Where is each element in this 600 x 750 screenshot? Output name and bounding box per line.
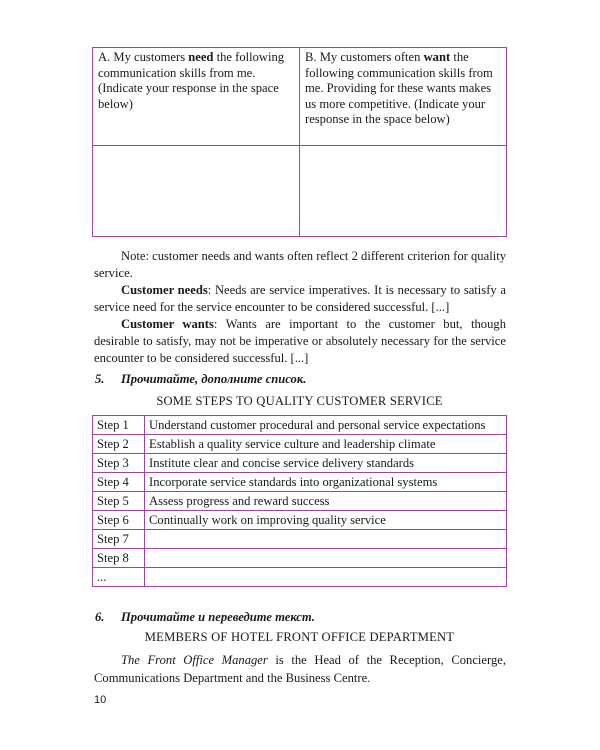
step-label: Step 4 bbox=[93, 473, 145, 492]
step-description: Institute clear and concise service delivery standards bbox=[145, 454, 507, 473]
step-description[interactable] bbox=[145, 530, 507, 549]
customer-wants-paragraph: Customer wants: Wants are important to the customer but, though desirable to satisfy, may not be imperative or absolutely necessary for the service encounter to be considered successful. [...] bbox=[94, 317, 506, 365]
needs-answer-cell[interactable] bbox=[93, 146, 300, 237]
notes-section bbox=[94, 248, 506, 367]
step-description: Understand customer procedural and personal service expectations bbox=[145, 416, 507, 435]
step-row bbox=[93, 416, 507, 435]
step-description: Establish a quality service culture and leadership climate bbox=[145, 435, 507, 454]
step-label: Step 7 bbox=[93, 530, 145, 549]
step-row bbox=[93, 473, 507, 492]
customer-needs-paragraph: Customer needs: Needs are service imperatives. It is necessary to satisfy a service need for the service encounter to be considered successful. [...] bbox=[94, 283, 506, 314]
needs-column-header: A. My customers need the following communication skills from me. (Indicate your response in the space below) bbox=[93, 48, 300, 146]
step-row bbox=[93, 492, 507, 511]
page-number: 10 bbox=[94, 694, 107, 706]
step-label: Step 6 bbox=[93, 511, 145, 530]
wants-answer-cell[interactable] bbox=[300, 146, 507, 237]
step-label: Step 8 bbox=[93, 549, 145, 568]
step-row bbox=[93, 435, 507, 454]
task-5-instruction: 5. Прочитайте, дополните список. bbox=[95, 372, 307, 386]
step-description: Assess progress and reward success bbox=[145, 492, 507, 511]
wants-column-header: B. My customers often want the following communication skills from me. Providing for these wants makes us more competitive. (Indicate your response in the space below) bbox=[300, 48, 507, 146]
steps-heading: SOME STEPS TO QUALITY CUSTOMER SERVICE bbox=[156, 394, 443, 408]
step-label: Step 2 bbox=[93, 435, 145, 454]
front-office-paragraph: The Front Office Manager is the Head of the Reception, Concierge, Communications Department and the Business Centre. bbox=[94, 653, 507, 685]
task-6-instruction: 6. Прочитайте и переведите текст. bbox=[95, 610, 315, 624]
step-row bbox=[93, 568, 507, 587]
note-paragraph: Note: customer needs and wants often reflect 2 different criterion for quality service. bbox=[94, 249, 506, 280]
step-label: Step 1 bbox=[93, 416, 145, 435]
step-label: Step 5 bbox=[93, 492, 145, 511]
step-row bbox=[93, 549, 507, 568]
step-label: Step 3 bbox=[93, 454, 145, 473]
step-description: Continually work on improving quality service bbox=[145, 511, 507, 530]
steps-table bbox=[92, 415, 507, 587]
step-row bbox=[93, 511, 507, 530]
step-description[interactable] bbox=[145, 568, 507, 587]
step-label: ... bbox=[93, 568, 145, 587]
needs-wants-table bbox=[92, 47, 507, 237]
step-description[interactable] bbox=[145, 549, 507, 568]
step-row bbox=[93, 530, 507, 549]
section-heading: MEMBERS OF HOTEL FRONT OFFICE DEPARTMENT bbox=[144, 630, 455, 644]
step-row bbox=[93, 454, 507, 473]
step-description: Incorporate service standards into organizational systems bbox=[145, 473, 507, 492]
